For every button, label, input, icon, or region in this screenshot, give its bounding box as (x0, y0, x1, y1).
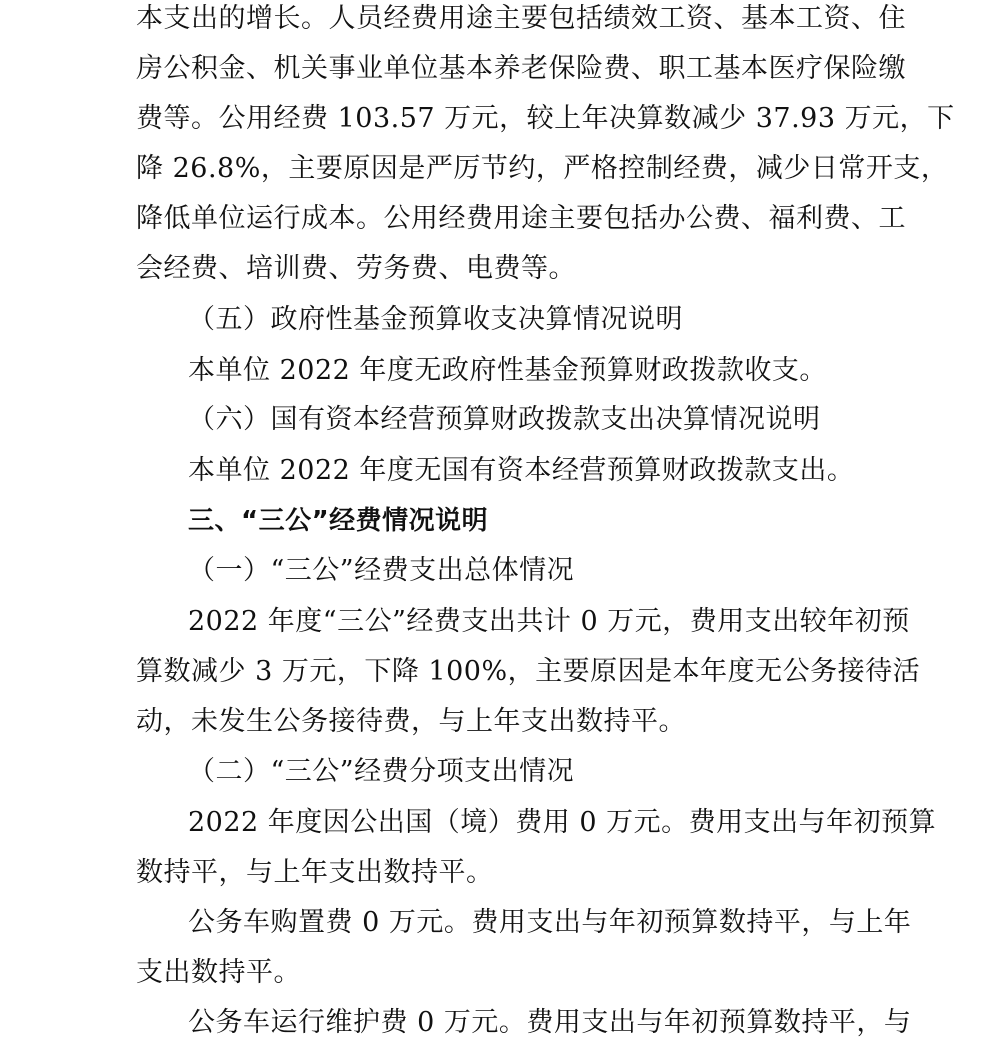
paragraph-line: 降低单位运行成本。公用经费用途主要包括办公费、福利费、工 (136, 203, 906, 234)
section-heading: （五）政府性基金预算收支决算情况说明 (188, 304, 683, 335)
paragraph-line: 2022 年度因公出国（境）费用 0 万元。费用支出与年初预算 (188, 807, 937, 838)
section-heading: （二）“三公”经费分项支出情况 (188, 756, 575, 787)
paragraph-line: 费等。公用经费 103.57 万元，较上年决算数减少 37.93 万元，下 (136, 103, 955, 134)
paragraph-line: 房公积金、机关事业单位基本养老保险费、职工基本医疗保险缴 (136, 53, 906, 84)
paragraph-line: 公务车购置费 0 万元。费用支出与年初预算数持平，与上年 (188, 907, 912, 938)
paragraph-line: 本单位 2022 年度无国有资本经营预算财政拨款支出。 (188, 455, 855, 486)
paragraph-line: 降 26.8%，主要原因是严厉节约，严格控制经费，减少日常开支， (136, 153, 949, 184)
paragraph-line: 公务车运行维护费 0 万元。费用支出与年初预算数持平，与 (188, 1007, 912, 1038)
paragraph-line: 会经费、培训费、劳务费、电费等。 (136, 253, 576, 284)
chapter-heading: 三、“三公”经费情况说明 (188, 506, 489, 536)
section-heading: （一）“三公”经费支出总体情况 (188, 555, 575, 586)
paragraph-line: 本支出的增长。人员经费用途主要包括绩效工资、基本工资、住 (136, 3, 906, 34)
paragraph-line: 数持平，与上年支出数持平。 (136, 857, 494, 888)
paragraph-line: 2022 年度“三公”经费支出共计 0 万元，费用支出较年初预 (188, 606, 910, 637)
section-heading: （六）国有资本经营预算财政拨款支出决算情况说明 (188, 404, 821, 435)
paragraph-line: 动，未发生公务接待费，与上年支出数持平。 (136, 706, 686, 737)
paragraph-line: 支出数持平。 (136, 957, 301, 988)
paragraph-line: 本单位 2022 年度无政府性基金预算财政拨款收支。 (188, 355, 827, 386)
paragraph-line: 算数减少 3 万元，下降 100%，主要原因是本年度无公务接待活 (136, 656, 921, 687)
